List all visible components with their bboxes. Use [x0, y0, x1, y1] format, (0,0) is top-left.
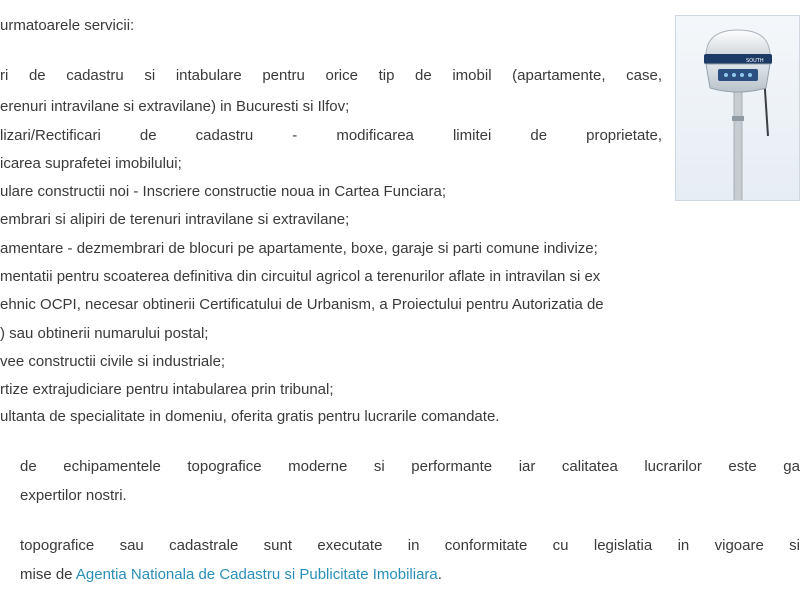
paragraph-equipment: expertilor nostri. — [20, 487, 127, 504]
service-item: icarea suprafetei imobilului; — [0, 155, 182, 172]
paragraph-legal: topografice sau cadastrale sunt executate in conformitate cu legislatia in vigoare si — [20, 537, 800, 554]
service-item: lizari/Rectificari de cadastru - modificarea limitei de proprietate, — [0, 127, 662, 144]
service-item: ri de cadastru si intabulare pentru orice tip de imobil (apartamente, case, — [0, 67, 662, 84]
service-item: erenuri intravilane si extravilane) in Bucuresti si Ilfov; — [0, 98, 350, 115]
paragraph-equipment: de echipamentele topografice moderne si performante iar calitatea lucrarilor este ga — [20, 458, 800, 475]
paragraph-legal-line2: mise de Agentia Nationala de Cadastru si Publicitate Imobiliara. — [20, 566, 442, 583]
service-item: ) sau obtinerii numarului postal; — [0, 325, 209, 342]
service-item: embrari si alipiri de terenuri intravilane si extravilane; — [0, 211, 350, 228]
gps-receiver-photo — [675, 15, 800, 201]
service-item: ulare constructii noi - Inscriere constructie noua in Cartea Funciara; — [0, 183, 447, 200]
service-item: rtize extrajudiciare pentru intabularea prin tribunal; — [0, 381, 334, 398]
ancpi-link[interactable]: Agentia Nationala de Cadastru si Publicitate Imobiliara — [75, 566, 438, 583]
services-intro: urmatoarele servicii: — [0, 17, 135, 34]
service-item: ehnic OCPI, necesar obtinerii Certificatului de Urbanism, a Proiectului pentru Autorizatia de — [0, 296, 604, 313]
gps-receiver-icon — [676, 16, 800, 201]
service-item: mentatii pentru scoaterea definitiva din circuitul agricol a terenurilor aflate in intravilan si ex — [0, 268, 601, 285]
service-item: amentare - dezmembrari de blocuri pe apartamente, boxe, garaje si parti comune indivize; — [0, 240, 598, 257]
service-item: ultanta de specialitate in domeniu, oferita gratis pentru lucrarile comandate. — [0, 408, 500, 425]
service-item: vee constructii civile si industriale; — [0, 353, 226, 370]
device-brand-label: SOUTH — [746, 58, 764, 64]
